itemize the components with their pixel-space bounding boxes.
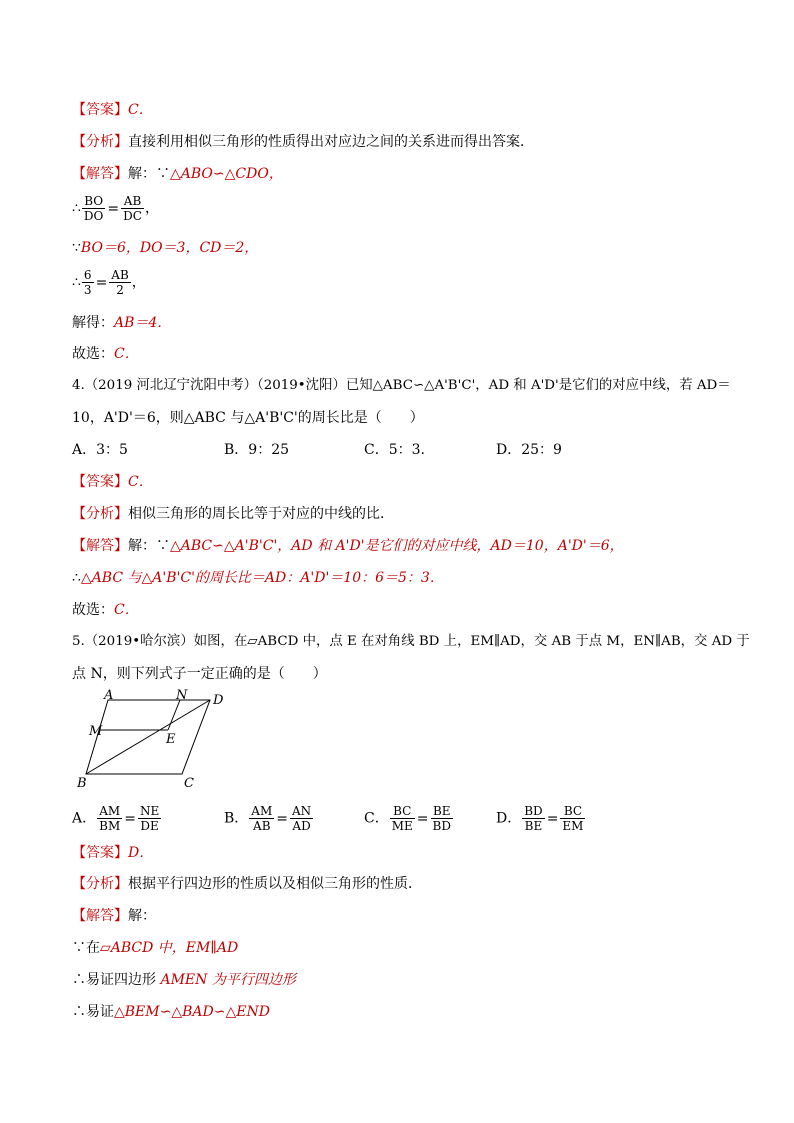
q3-step-ratio — [72, 194, 159, 223]
answer-tag: 【答案】 — [72, 102, 128, 118]
therefore-symbol: ∴易证四边形 — [72, 972, 161, 988]
q4-option-b: B．9：25 — [224, 442, 290, 458]
choice-value: C． — [114, 602, 139, 618]
label-a: A — [104, 688, 114, 703]
q5-analysis-line — [72, 874, 422, 894]
solution-step: BO＝6，DO＝3，CD＝2， — [80, 240, 259, 256]
q5-solution-line — [72, 906, 156, 926]
q5-option-d — [496, 804, 586, 833]
solution-intro: 解： — [128, 538, 156, 554]
label-m: M — [89, 724, 103, 739]
q4-analysis-line — [72, 504, 394, 524]
q5-stem-line2: 点 N，则下列式子一定正确的是（ ） — [72, 666, 327, 682]
fraction — [249, 804, 274, 833]
solution-tag: 【解答】 — [72, 908, 128, 924]
equals-sign: = — [546, 810, 559, 827]
equals-sign: = — [416, 810, 429, 827]
fraction — [431, 804, 453, 833]
choice-value: C． — [114, 346, 139, 362]
denominator: BM — [99, 819, 121, 833]
solution-step: AMEN 为平行四边形 — [160, 972, 296, 988]
solution-intro: 解： — [128, 908, 156, 924]
option-label: B． — [224, 810, 249, 827]
answer-value: C． — [128, 474, 153, 490]
numerator: BE — [431, 804, 453, 819]
analysis-tag: 【分析】 — [72, 876, 128, 892]
answer-value: C． — [128, 102, 153, 118]
label-n: N — [176, 688, 188, 703]
since-symbol: ∵ — [156, 166, 170, 182]
q5-step-2 — [72, 970, 296, 990]
segment-ne — [168, 700, 180, 730]
numerator: BC — [560, 804, 585, 819]
numerator: 6 — [83, 268, 92, 282]
solution-step: AB＝4． — [114, 315, 172, 331]
denominator: BD — [432, 819, 451, 833]
denominator: DC — [123, 209, 142, 223]
fraction — [390, 804, 415, 833]
therefore-symbol: ∴ — [72, 274, 81, 291]
q3-step-values — [72, 238, 258, 258]
label-c: C — [184, 776, 194, 791]
solution-tag: 【解答】 — [72, 166, 128, 182]
label-d: D — [213, 693, 224, 708]
q5-option-c — [364, 804, 454, 833]
label-b: B — [77, 776, 87, 791]
q4-answer-line — [72, 472, 153, 492]
therefore-symbol: ∴易证 — [72, 1004, 114, 1020]
solution-step: △ABO∽△CDO， — [170, 166, 283, 182]
comma: ， — [144, 200, 159, 217]
analysis-text: 根据平行四边形的性质以及相似三角形的性质． — [128, 876, 422, 892]
q5-option-b — [224, 804, 314, 833]
therefore-symbol: ∴ — [72, 570, 81, 586]
fraction — [522, 804, 544, 833]
q3-step-result — [72, 313, 171, 333]
solve-label: 解得： — [72, 315, 114, 331]
numerator: BD — [524, 804, 543, 818]
q3-step-subst — [72, 268, 146, 297]
q4-option-c: C．5：3. — [364, 442, 425, 458]
solution-tag: 【解答】 — [72, 538, 128, 554]
numerator: AB — [121, 194, 144, 209]
fraction — [138, 804, 161, 833]
solution-step: △ABC 与△A'B'C'的周长比＝AD：A'D'＝10：6＝5：3． — [80, 570, 444, 586]
q4-option-d: D．25：9 — [496, 442, 562, 458]
option-label: A． — [72, 810, 97, 827]
q5-step-3 — [72, 1002, 270, 1022]
solution-step: △BEM∽△BAD∽△END — [114, 1004, 270, 1020]
choice-label: 故选： — [72, 346, 114, 362]
q5-answer-line — [72, 843, 153, 863]
fraction — [560, 804, 585, 833]
therefore-symbol: ∴ — [72, 200, 81, 217]
since-symbol: ∵ — [156, 538, 170, 554]
answer-value: D． — [128, 845, 154, 861]
equals-sign: = — [95, 274, 108, 291]
q4-step-ratio — [72, 568, 444, 588]
numerator: AM — [97, 804, 122, 819]
q4-option-a: A．3：5 — [72, 442, 128, 458]
denominator: EM — [562, 819, 584, 833]
since-symbol: ∵在 — [72, 940, 100, 956]
denominator: 2 — [116, 283, 124, 297]
comma: ， — [131, 274, 146, 291]
denominator: AD — [292, 819, 311, 833]
q3-solution-line — [72, 164, 283, 184]
analysis-tag: 【分析】 — [72, 134, 128, 150]
choice-label: 故选： — [72, 602, 114, 618]
numerator: BO — [82, 194, 105, 209]
fraction — [97, 804, 122, 833]
analysis-text: 相似三角形的周长比等于对应的中线的比． — [128, 506, 394, 522]
fraction — [121, 194, 144, 223]
fraction — [82, 194, 105, 223]
answer-tag: 【答案】 — [72, 474, 128, 490]
fraction — [82, 268, 94, 297]
equals-sign: = — [276, 810, 288, 827]
q4-solution-line — [72, 536, 624, 556]
denominator: ME — [391, 819, 413, 833]
denominator: DE — [140, 819, 159, 833]
equals-sign: = — [107, 200, 120, 217]
analysis-text: 直接利用相似三角形的性质得出对应边之间的关系进而得出答案． — [128, 134, 534, 150]
option-label: D． — [496, 810, 522, 827]
analysis-tag: 【分析】 — [72, 506, 128, 522]
fraction — [109, 268, 130, 297]
numerator: NE — [139, 804, 160, 818]
solution-step: △ABC∽△A'B'C'，AD 和 A'D'是它们的对应中线，AD＝10，A'D'＝6， — [170, 538, 624, 554]
solution-intro: 解： — [128, 166, 156, 182]
q3-choice — [72, 344, 139, 364]
denominator: DO — [83, 209, 104, 223]
q3-answer-line — [72, 100, 153, 120]
parallelogram-figure — [77, 688, 230, 794]
denominator: BE — [524, 819, 543, 833]
denominator: 3 — [83, 283, 92, 297]
q4-stem-line1: 4.（2019 河北辽宁沈阳中考）（2019•沈阳）已知△ABC∽△A'B'C'，AD 和 A'D'是它们的对应中线，若 AD＝ — [72, 378, 731, 393]
q4-choice — [72, 600, 139, 620]
fraction — [290, 804, 313, 833]
since-symbol: ∵ — [72, 240, 81, 256]
q5-stem-line1: 5.（2019•哈尔滨）如图，在▱ABCD 中，点 E 在对角线 BD 上，EM∥AD，交 AB 于点 M，EN∥AB，交 AD 于 — [72, 634, 750, 649]
solution-step: ▱ABCD 中，EM∥AD — [100, 940, 239, 956]
numerator: AN — [291, 804, 312, 818]
numerator: AM — [251, 804, 273, 818]
q5-option-a — [72, 804, 162, 833]
q5-step-1 — [72, 938, 238, 958]
q4-stem-line2: 10，A'D'＝6，则△ABC 与△A'B'C'的周长比是（ ） — [72, 410, 424, 426]
numerator: BC — [390, 804, 415, 819]
q3-analysis-line — [72, 132, 534, 152]
answer-tag: 【答案】 — [72, 845, 128, 861]
option-label: C． — [364, 810, 389, 827]
label-e: E — [166, 732, 176, 747]
denominator: AB — [253, 819, 271, 833]
equals-sign: = — [124, 810, 136, 827]
numerator: AB — [111, 268, 129, 282]
